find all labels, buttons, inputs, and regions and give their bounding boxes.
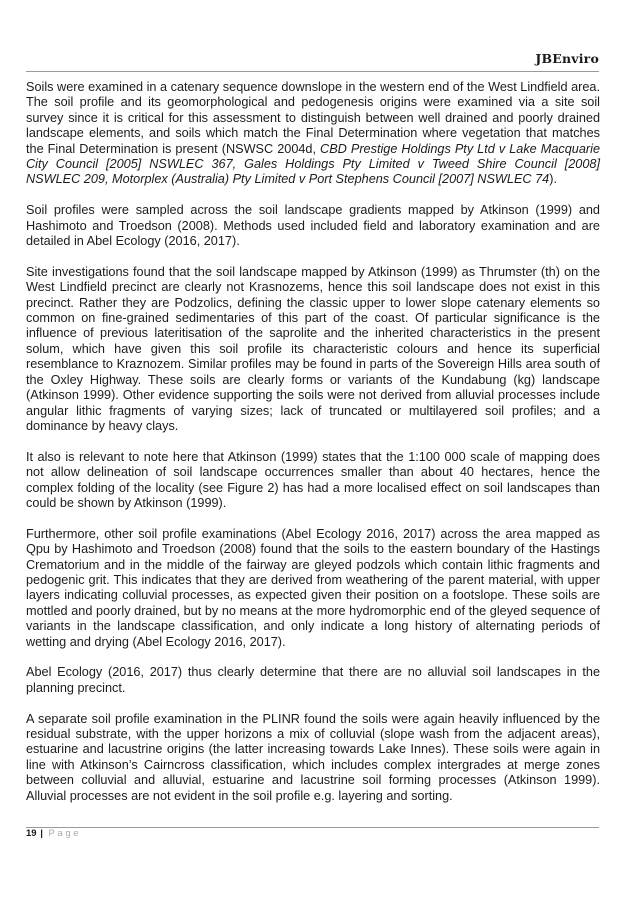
body-text (26, 80, 600, 804)
paragraph-no-alluvial-landscapes: Abel Ecology (2016, 2017) thus clearly determine that there are no alluvial soil landscapes in the planning precinct. (26, 665, 600, 695)
page-footer (26, 828, 81, 840)
case-citations: CBD Prestige Holdings Pty Ltd v Lake Macquarie City Council [2005] NSWLEC 367, Gales Holdings Pty Limited v Tweed Shire Council [2008] NSWLEC 209, Motorplex (Australia) Pty Limited v Port Stephens Council [2007] NSWLEC 74 (26, 141, 600, 187)
brand-logo-text: JBEnviro (535, 51, 599, 66)
footer-divider (26, 827, 599, 828)
footer-separator: | (40, 828, 43, 839)
paragraph-1-text: Soils were examined in a catenary sequence downslope in the western end of the West Lindfield area. The soil profile and its geomorphological and pedogenesis origins were examined via a site soil survey since it is critical for this assessment to distinguish between well drained and poorly drained landscape elements, and soils which match the Final Determination where vegetation that matches the Final Determination is present (NSWSC 2004d, (26, 80, 600, 156)
paragraph-qpu-examinations: Furthermore, other soil profile examinations (Abel Ecology 2016, 2017) across the area mapped as Qpu by Hashimoto and Troedson (2008) found that the soils to the eastern boundary of the Hastings Crematorium and in the middle of the fairway are gleyed podzols which contain lithic fragments and pedogenic grit. This indicates that they are derived from weathering of the parent material, with upper layers indicating colluvial processes, as expected given their position on a footslope. These soils are mottled and poorly drained, but by no means at the more hydromorphic end of the gleyed sequence of variants in the landscape classification, and only indicate a long history of alternating periods of wetting and drying (Abel Ecology 2016, 2017). (26, 526, 600, 649)
paragraph-mapping-scale: It also is relevant to note here that Atkinson (1999) states that the 1:100 000 scale of mapping does not allow delineation of soil landscape occurrences smaller than about 40 hectares, hence the complex folding of the locality (see Figure 2) has had a more localised effect on soil landscapes than could be shown by Atkinson (1999). (26, 449, 600, 510)
page-label: Page (48, 828, 82, 839)
paragraph-plinr-examination: A separate soil profile examination in the PLINR found the soils were again heavily influenced by the residual substrate, with the upper horizons a mix of colluvial (slope wash from the adjacent areas), estuarine and lacustrine origins (the latter increasing towards Lake Innes). These soils were again in line with Atkinson’s Cairncross classification, which includes complex intergrades at merge zones between colluvial and alluvial, estuarine and lacustrine soil forming processes (Atkinson 1999). Alluvial processes are not evident in the soil profile e.g. layering and sorting. (26, 711, 600, 803)
paragraph-soil-profiles-sampled: Soil profiles were sampled across the soil landscape gradients mapped by Atkinson (1999) and Hashimoto and Troedson (2008). Methods used included field and laboratory examination and are detailed in Abel Ecology (2016, 2017). (26, 203, 600, 249)
paragraph-catenary-examination (26, 80, 600, 188)
paragraph-1-closing: ). (549, 172, 557, 187)
paragraph-site-investigations: Site investigations found that the soil landscape mapped by Atkinson (1999) as Thrumster (th) on the West Lindfield precinct are clearly not Krasnozems, hence this soil landscape does not exist in this precinct. Rather they are Podzolics, defining the classic upper to lower slope catenary elements so common on fine-grained sedimentaries of this part of the coast. Of particular significance is the influence of previous lateritisation of the saprolite and the inherited characteristics in the present solum, which have given this soil profile its characteristic colours and hence its superficial resemblance to Kraznozem. Similar profiles may be found in parts of the Sovereign Hills area south of the Oxley Highway. These soils are clearly forms or variants of the Kundabung (kg) landscape (Atkinson 1999). Other evidence supporting the soils were not derived from alluvial processes include angular lithic fragments of varying sizes; lack of truncated or multilayered soil profiles; and a dominance by heavy clays. (26, 264, 600, 433)
header-divider (26, 71, 599, 72)
page-number: 19 (26, 828, 37, 839)
